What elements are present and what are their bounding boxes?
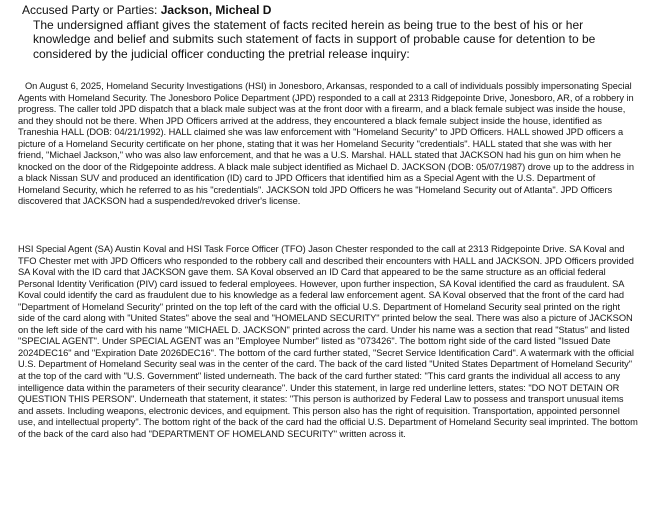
statement-paragraph-2: HSI Special Agent (SA) Austin Koval and HSI Task Force Officer (TFO) Jason Chester responded to the call at 2313 Ridgepointe Drive. SA Koval and TFO Chester met with JPD Officers who responded to the robbery call and described their encounters with HALL and JACKSON. JPD Officers provided SA Koval with the ID card that JACKSON gave them. SA Koval observed an ID Card that appeared to be the same structure as an official federal Personal Identity Verification (PIV) card issued to federal employees. However, upon further inspection, SA Koval identified the card as fraudulent. SA Koval could identify the card as fraudulent due to his knowledge as a federal law enforcement agent. SA Koval observed that the front of the card had "Department of Homeland Security" printed on the top left of the card with the official U.S. Department of Homeland Security seal printed on the right side of the card along with "United States" above the seal and "HOMELAND SECURITY" printed below the seal. There was also a picture of JACKSON on the left side of the card with his name "MICHAEL D. JACKSON" printed across the card. Under his name was a section that read "Status" and listed "SPECIAL AGENT". Under SPECIAL AGENT was an "Employee Number" listed as "073426". The bottom right side of the card listed "Issued Date 2024DEC16" and "Expiration Date 2026DEC16". The bottom of the card further stated, "Secret Service Identification Card". A watermark with the official U.S. Department of Homeland Security seal was in the center of the card. The back of the card listed "United States Department of Homeland Security" at the top of the card with "U.S. Government" listed underneath. The back of the card further stated: "This card grants the individual all access to any intelligence data within the parameters of their security clearance". Under this statement, in large red underline letters, states: "DO NOT DETAIN OR QUESTION THIS PERSON". Underneath that statement, it states: "This person is authorized by Federal Law to possess and transport unusual items and assets. Including weapons, electronic devices, and equipment. This person also has the right of requisition. Transportation, appointed personnel use, and intellectual property". The bottom right of the back of the card had the official U.S. Department of Homeland Security seal imprinted. The bottom of the back of the card also had "DEPARTMENT OF HOMELAND SECURITY" written across it.: [18, 244, 638, 439]
accused-party-line: [22, 3, 640, 18]
statement-paragraph-1: On August 6, 2025, Homeland Security Investigations (HSI) in Jonesboro, Arkansas, responded to a call of individuals possibly impersonating Special Agents with Homeland Security. The Jonesboro Police Department (JPD) responded to a call at 2313 Ridgepointe Drive, Jonesboro, AR, of a robbery in progress. The caller told JPD dispatch that a black male subject was at the front door with a firearm, and a black female subject was inside the house, and they should not be there. When JPD Officers arrived at the address, they encountered a black female subject inside the house, identified as Traneshia HALL (DOB: 04/21/1992). HALL claimed she was law enforcement with "Homeland Security" to JPD Officers. HALL showed JPD officers a picture of a Homeland Security certificate on her phone, stating that it was her Homeland Security "credentials". HALL stated that she was with her friend, "Michael Jackson," who was also law enforcement, and that he was a U.S. Marshal. HALL stated that JACKSON had his gun on him when he knocked on the door of the Ridgepointe address. A black male subject identified as Michael D. JACKSON (DOB: 05/07/1987) drove up to the address in a black Nissan SUV and produced an identification (ID) card to JPD Officers that identified him as a Special Agent with the U.S. Department of Homeland Security, which he referred to as his "credentials". JACKSON told JPD Officers he was "Homeland Security out of Atlanta". JPD Officers discovered that JACKSON had a suspended/revoked driver's license.: [18, 81, 634, 207]
statement-paragraph-2-block: [18, 244, 638, 440]
affiant-intro-statement: The undersigned affiant gives the statement of facts recited herein as being true to the best of his or her knowledge and belief and submits such statement of facts in support of probable cause for detention to be considered by the judicial officer conducting the pretrial release inquiry:: [33, 17, 596, 61]
accused-party-name: Jackson, Micheal D: [160, 3, 272, 17]
document-header: [22, 3, 640, 61]
statement-paragraph-1-block: [18, 81, 638, 208]
accused-party-label: Accused Party or Parties:: [22, 3, 161, 17]
